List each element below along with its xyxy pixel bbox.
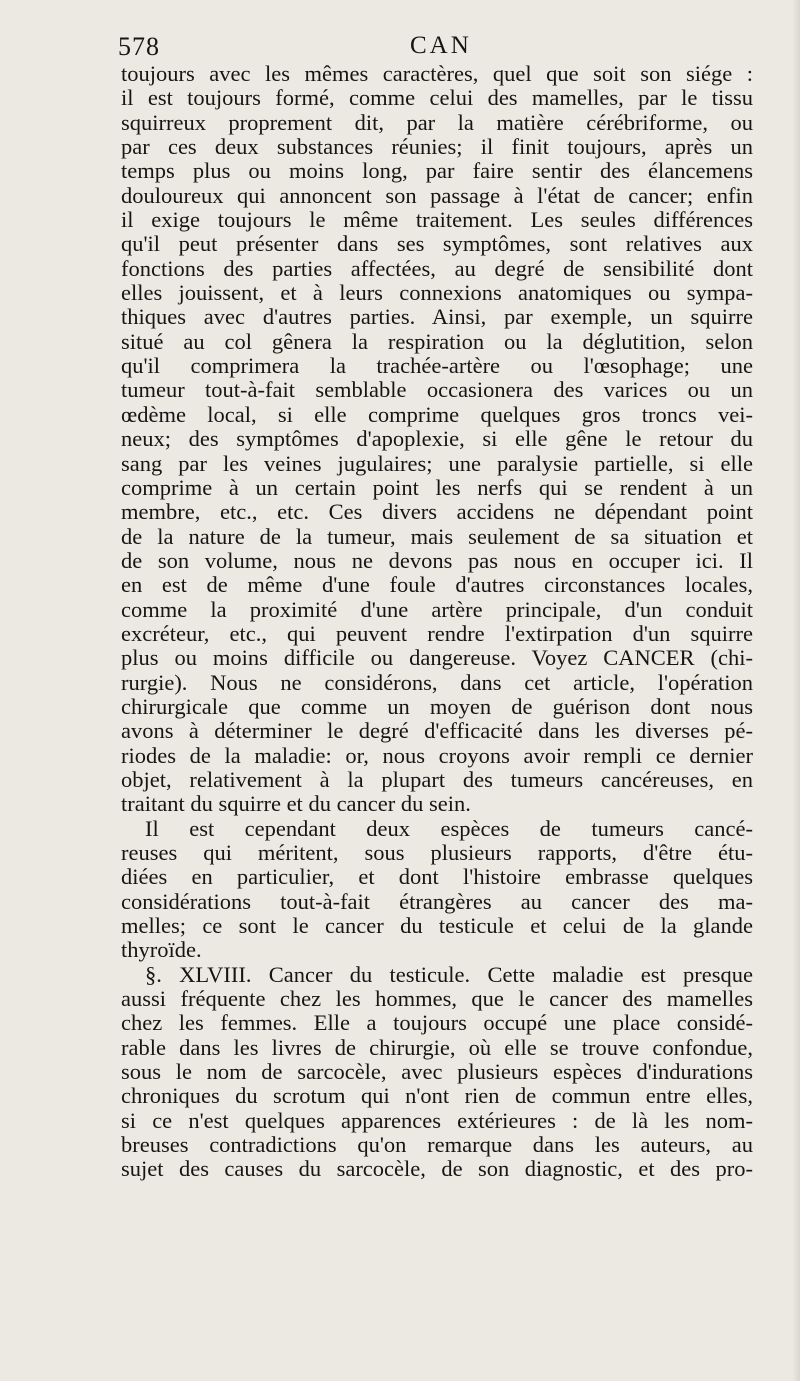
text-line: objet, relativement à la plupart des tumeurs cancéreuses, en [121,766,753,792]
text-line: sous le nom de sarcocèle, avec plusieurs espèces d'indurations [121,1059,753,1085]
text-line: qu'il comprimera la trachée-artère ou l'œsophage; une [121,353,753,379]
text-line: excréteur, etc., qui peuvent rendre l'extirpation d'un squirre [121,620,753,646]
text-line: considérations tout-à-fait étrangères au cancer des ma- [121,888,753,914]
text-line: avons à déterminer le degré d'efficacité dans les diverses pé- [121,718,753,744]
text-line: plus ou moins difficile ou dangereuse. Voyez CANCER (chi- [121,645,753,671]
text-line: en est de même d'une foule d'autres circonstances locales, [121,572,753,598]
text-line: comprime à un certain point les nerfs qui se rendent à un [121,474,753,500]
text-line: si ce n'est quelques apparences extérieures : de là les nom- [121,1107,753,1133]
text-line: chirurgicale que comme un moyen de guérison dont nous [121,693,753,719]
text-line: riodes de la maladie: or, nous croyons avoir rempli ce dernier [121,742,753,768]
text-line: de son volume, nous ne devons pas nous en occuper ici. Il [121,547,753,573]
text-line: traitant du squirre et du cancer du sein. [121,791,471,817]
text-line: §. XLVIII. Cancer du testicule. Cette maladie est presque [145,961,753,987]
running-head: CAN [410,32,472,59]
text-line: aussi fréquente chez les hommes, que le cancer des mamelles [121,986,753,1012]
text-line: temps plus ou moins long, par faire sentir des élancemens [121,158,753,184]
text-line: thiques avec d'autres parties. Ainsi, par exemple, un squirre [121,304,753,330]
text-line: tumeur tout-à-fait semblable occasionera des varices ou un [121,377,753,403]
text-line: chroniques du scrotum qui n'ont rien de commun entre elles, [121,1083,753,1109]
text-line: rable dans les livres de chirurgie, où elle se trouve confondue, [121,1034,753,1060]
text-line: rurgie). Nous ne considérons, dans cet article, l'opération [121,669,753,695]
text-line: neux; des symptômes d'apoplexie, si elle gêne le retour du [121,426,753,452]
text-line: toujours avec les mêmes caractères, quel que soit son siége : [121,61,753,86]
text-line: diées en particulier, et dont l'histoire embrasse quelques [121,864,753,890]
page-number: 578 [118,32,160,61]
text-line: elles jouissent, et à leurs connexions anatomiques ou sympa- [121,280,753,306]
text-line: reuses qui méritent, sous plusieurs rapports, d'être étu- [121,840,753,865]
text-line: douloureux qui annoncent son passage à l'état de cancer; enfin [121,182,753,208]
page-edge-shadow [792,0,800,1381]
text-line: thyroïde. [121,937,202,963]
text-line: membre, etc., etc. Ces divers accidens ne dépendant point [121,499,753,525]
text-line: œdème local, si elle comprime quelques gros troncs vei- [121,401,753,427]
text-line: de la nature de la tumeur, mais seulement de sa situation et [121,523,753,549]
text-line: chez les femmes. Elle a toujours occupé une place considé- [121,1010,753,1036]
text-line: fonctions des parties affectées, au degré de sensibilité dont [121,255,753,281]
text-line: il exige toujours le même traitement. Les seules différences [121,207,753,233]
text-line: melles; ce sont le cancer du testicule et celui de la glande [121,913,753,939]
text-line: qu'il peut présenter dans ses symptômes, sont relatives aux [121,231,753,257]
text-line: sang par les veines jugulaires; une paralysie partielle, si elle [121,450,753,476]
text-line: situé au col gênera la respiration ou la déglutition, selon [121,328,753,354]
text-line: il est toujours formé, comme celui des mamelles, par le tissu [121,85,753,111]
page-header [0,32,800,62]
text-line: squirreux proprement dit, par la matière cérébriforme, ou [121,109,753,135]
text-line: breuses contradictions qu'on remarque dans les auteurs, au [121,1132,753,1158]
body-text [121,62,753,1182]
text-line: Il est cependant deux espèces de tumeurs cancé- [145,815,753,841]
text-line: sujet des causes du sarcocèle, de son diagnostic, et des pro- [121,1156,753,1182]
text-line: par ces deux substances réunies; il finit toujours, après un [121,134,753,160]
text-line: comme la proximité d'une artère principale, d'un conduit [121,596,753,622]
